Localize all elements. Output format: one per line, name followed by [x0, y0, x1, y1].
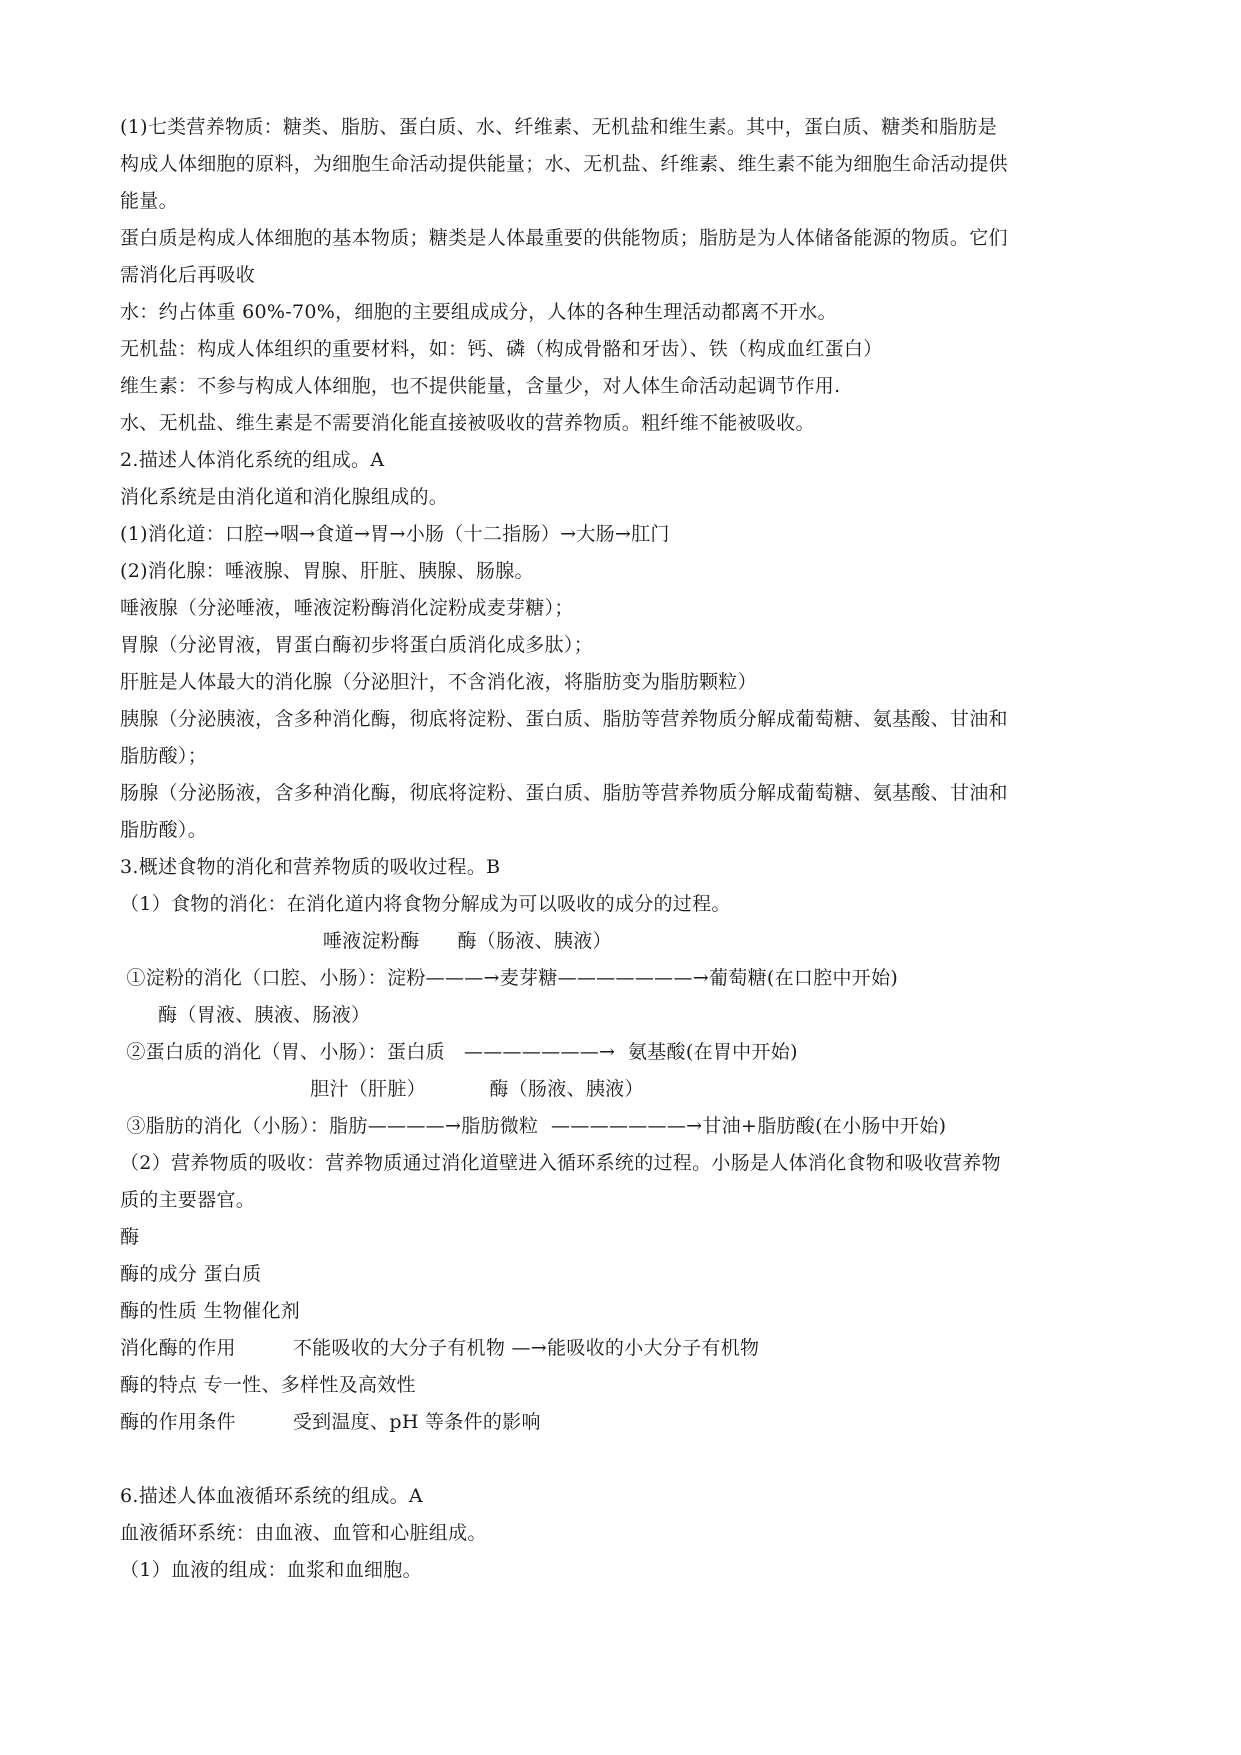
text-line: 脂肪酸）；	[120, 745, 208, 767]
text-line: 消化酶的作用 不能吸收的大分子有机物 —→能吸收的小大分子有机物	[120, 1337, 760, 1359]
text-line: 需消化后再吸收	[120, 264, 256, 286]
text-line: 质的主要器官。	[120, 1189, 256, 1211]
text-line: 维生素：不参与构成人体细胞，也不提供能量，含量少，对人体生命活动起调节作用.	[120, 375, 841, 397]
text-line: 酶的性质 生物催化剂	[120, 1300, 301, 1322]
text-line: 能量。	[120, 190, 178, 212]
text-line: 脂肪酸）。	[120, 819, 208, 841]
section-heading: 6.描述人体血液循环系统的组成。A	[120, 1485, 423, 1507]
text-line: 血液循环系统：由血液、血管和心脏组成。	[120, 1522, 487, 1544]
text-line: 肠腺（分泌肠液，含多种消化酶，彻底将淀粉、蛋白质、脂肪等营养物质分解成葡萄糖、氨基酸、甘油和	[120, 782, 1008, 804]
section-heading: 2.描述人体消化系统的组成。A	[120, 449, 385, 471]
digestion-equation: ②蛋白质的消化（胃、小肠）：蛋白质 ———————→ 氨基酸(在胃中开始)	[120, 1041, 798, 1063]
text-line: 酶的作用条件 受到温度、pH 等条件的影响	[120, 1411, 541, 1433]
text-line: 唾液腺（分泌唾液，唾液淀粉酶消化淀粉成麦芽糖）；	[120, 597, 574, 619]
text-line: 胰腺（分泌胰液，含多种消化酶，彻底将淀粉、蛋白质、脂肪等营养物质分解成葡萄糖、氨基酸、甘油和	[120, 708, 1008, 730]
text-line: 酶	[120, 1226, 140, 1248]
text-line: 酶的成分 蛋白质	[120, 1263, 262, 1285]
text-line: 消化系统是由消化道和消化腺组成的。	[120, 486, 449, 508]
text-line: 酶的特点 专一性、多样性及高效性	[120, 1374, 416, 1396]
text-line: 水、无机盐、维生素是不需要消化能直接被吸收的营养物质。粗纤维不能被吸收。	[120, 412, 815, 434]
text-line: 构成人体细胞的原料，为细胞生命活动提供能量；水、无机盐、纤维素、维生素不能为细胞生命活动提供	[120, 153, 1008, 175]
text-line: （2）营养物质的吸收：营养物质通过消化道壁进入循环系统的过程。小肠是人体消化食物和吸收营养物	[120, 1152, 1001, 1174]
enzyme-label-line: 胆汁（肝脏） 酶（肠液、胰液）	[120, 1078, 644, 1100]
section-heading: 3.概述食物的消化和营养物质的吸收过程。B	[120, 856, 501, 878]
text-line: 水：约占体重 60%-70%，细胞的主要组成成分，人体的各种生理活动都离不开水。	[120, 301, 837, 323]
enzyme-label-line: 酶（胃液、胰液、肠液）	[120, 1004, 371, 1026]
digestion-equation: ①淀粉的消化（口腔、小肠）：淀粉———→麦芽糖———————→葡萄糖(在口腔中开始)	[120, 967, 899, 989]
text-line: 蛋白质是构成人体细胞的基本物质；糖类是人体最重要的供能物质；脂肪是为人体储备能源的物质。它们	[120, 227, 1008, 249]
enzyme-label-line: 唾液淀粉酶 酶（肠液、胰液）	[120, 930, 612, 952]
text-line: (1)七类营养物质：糖类、脂肪、蛋白质、水、纤维素、无机盐和维生素。其中，蛋白质、糖类和脂肪是	[120, 116, 998, 138]
text-line: 肝脏是人体最大的消化腺（分泌胆汁，不含消化液，将脂肪变为脂肪颗粒）	[120, 671, 757, 693]
text-line: （1）食物的消化：在消化道内将食物分解成为可以吸收的成分的过程。	[120, 893, 731, 915]
text-line: （1）血液的组成：血浆和血细胞。	[120, 1559, 422, 1581]
text-line: (1)消化道：口腔→咽→食道→胃→小肠（十二指肠）→大肠→肛门	[120, 523, 670, 545]
text-line: (2)消化腺：唾液腺、胃腺、肝脏、胰腺、肠腺。	[120, 560, 534, 582]
text-line: 胃腺（分泌胃液，胃蛋白酶初步将蛋白质消化成多肽）；	[120, 634, 594, 656]
text-line: 无机盐：构成人体组织的重要材料，如：钙、磷（构成骨骼和牙齿）、铁（构成血红蛋白）	[120, 338, 883, 360]
digestion-equation: ③脂肪的消化（小肠）：脂肪————→脂肪微粒 ———————→甘油+脂肪酸(在小肠中开始)	[120, 1115, 947, 1137]
